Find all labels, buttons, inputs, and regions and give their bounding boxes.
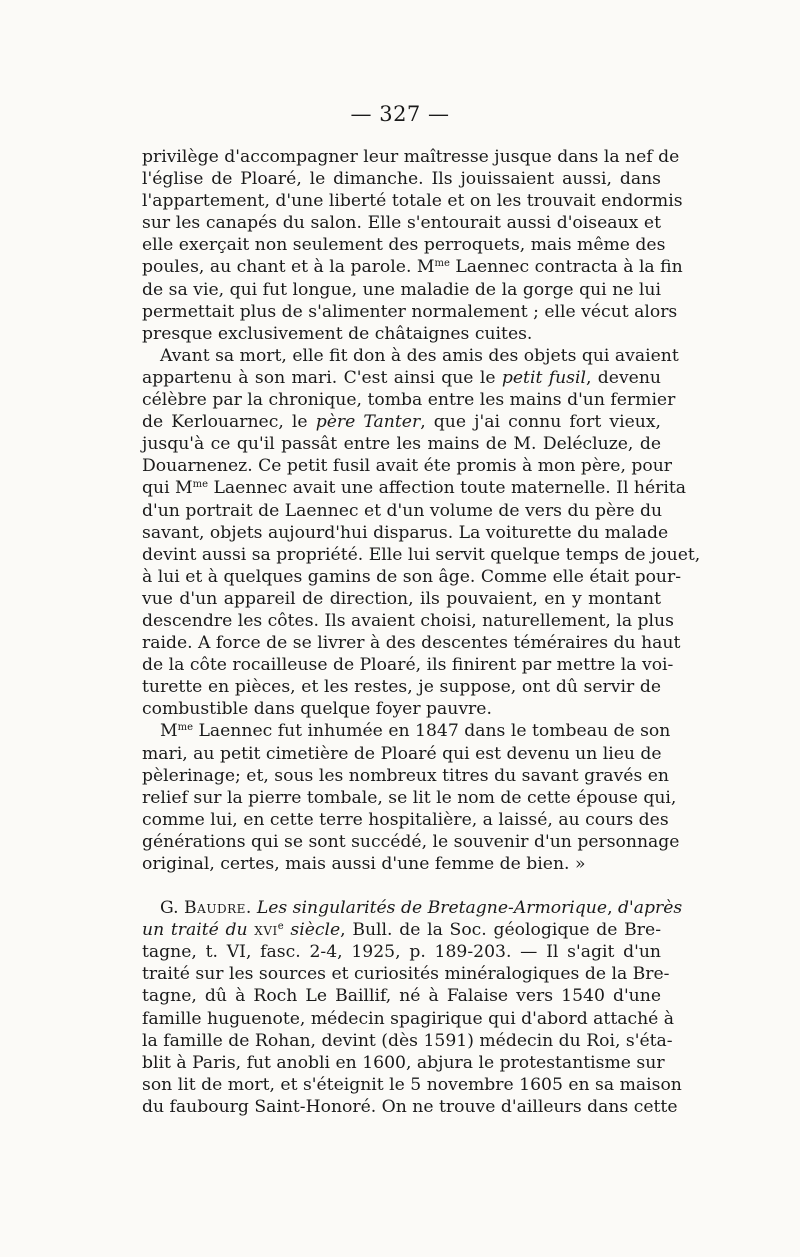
page-number: — 327 — [350, 102, 450, 126]
text-line: l'église de Ploaré, le dimanche. Ils jouissaient aussi, dans [142, 169, 661, 190]
text-line: appartenu à son mari. C'est ainsi que le petit fusil, devenu [142, 367, 661, 388]
text-line: elle exerçait non seulement des perroquets, mais même des [142, 235, 666, 256]
text-line: Douarnenez. Ce petit fusil avait éte promis à mon père, pour [142, 456, 673, 477]
text-line: blit à Paris, fut anobli en 1600, abjura le protestantisme sur [142, 1052, 665, 1073]
text-line: presque exclusivement de châtaignes cuites. [142, 323, 533, 344]
paragraph-burial [142, 720, 680, 875]
text-line: vue d'un appareil de direction, ils pouvaient, en y montant [142, 588, 661, 609]
text-line: tagne, t. VI, fasc. 2-4, 1925, p. 189-203. — Il s'agit d'un [142, 942, 661, 963]
text-line: privilège d'accompagner leur maîtresse jusque dans la nef de [142, 147, 680, 167]
text-line: tagne, dû à Roch Le Baillif, né à Falaise vers 1540 d'une [142, 986, 661, 1007]
text-line: générations qui se sont succédé, le souvenir d'un personnage [142, 831, 680, 852]
text-line: de sa vie, qui fut longue, une maladie de la gorge qui ne lui [142, 279, 661, 300]
text-line: jusqu'à ce qu'il passât entre les mains de M. Delécluze, de [142, 434, 661, 455]
text-line: devint aussi sa propriété. Elle lui servit quelque temps de jouet, [142, 544, 701, 565]
text-line: raide. A force de se livrer à des descentes téméraires du haut [142, 633, 681, 654]
text-line: savant, objets aujourd'hui disparus. La voiturette du malade [142, 522, 669, 543]
text-line: un traité du xvi$^e$ siècle, Bull. de la Soc. géologique de Bre- [142, 920, 662, 941]
paragraph-continued [142, 146, 683, 345]
text-line: permettait plus de s'alimenter normalement ; elle vécut alors [142, 301, 678, 322]
text-line: relief sur la pierre tombale, se lit le nom de cette épouse qui, [142, 787, 677, 808]
text-line: $M^{me}$ Laennec fut inhumée en 1847 dans le tombeau de son [160, 721, 671, 742]
text-line: pèlerinage; et, sous les nombreux titres du savant gravés en [142, 765, 669, 786]
body-text [142, 146, 701, 1118]
bibliographic-review [142, 897, 683, 1118]
text-line: la famille de Rohan, devint (dès 1591) médecin du Roi, s'éta- [142, 1030, 673, 1051]
text-line: original, certes, mais aussi d'une femme de bien. » [142, 854, 586, 874]
text-line: célèbre par la chronique, tomba entre les mains d'un fermier [142, 390, 676, 411]
text-line: à lui et à quelques gamins de son âge. Comme elle était pour- [142, 566, 682, 587]
text-line: mari, au petit cimetière de Ploaré qui est devenu un lieu de [142, 743, 662, 764]
text-line: combustible dans quelque foyer pauvre. [142, 699, 492, 720]
text-line: de la côte rocailleuse de Ploaré, ils finirent par mettre la voi- [142, 655, 674, 676]
text-line: G. Baudre. Les singularités de Bretagne-Armorique, d'après [160, 898, 683, 919]
text-line: famille huguenote, médecin spagirique qui d'abord attaché à [142, 1008, 675, 1029]
italic-phrase: père Tanter [315, 412, 421, 433]
text-line: traité sur les sources et curiosités minéralogiques de la Bre- [142, 964, 670, 985]
text-line: son lit de mort, et s'éteignit le 5 novembre 1605 en sa maison [142, 1074, 682, 1095]
text-line: poules, au chant et à la parole. $M^{me}$ Laennec contracta à la fin [142, 257, 683, 278]
section-gap [142, 875, 661, 897]
text-line: qui $M^{me}$ Laennec avait une affection toute maternelle. Il hérita [142, 478, 687, 499]
text-line: sur les canapés du salon. Elle s'entourait aussi d'oiseaux et [142, 213, 661, 234]
text-line: descendre les côtes. Ils avaient choisi, naturellement, la plus [142, 610, 674, 631]
italic-phrase: petit fusil [501, 367, 586, 388]
text-line: du faubourg Saint-Honoré. On ne trouve d'ailleurs dans cette [142, 1096, 678, 1117]
paragraph-fusil [142, 345, 701, 721]
review-title: Les singularités de Bretagne-Armorique [256, 898, 608, 919]
text-line: d'un portrait de Laennec et d'un volume de vers du père du [142, 500, 663, 521]
review-author: Baudre [184, 898, 246, 919]
text-line: de Kerlouarnec, le père Tanter, que j'ai connu fort vieux, [142, 412, 661, 433]
text-line: turette en pièces, et les restes, je suppose, ont dû servir de [142, 677, 661, 698]
text-line: Avant sa mort, elle fit don à des amis des objets qui avaient [160, 345, 679, 366]
text-line: l'appartement, d'une liberté totale et on les trouvait endormis [142, 191, 683, 212]
text-line: comme lui, en cette terre hospitalière, a laissé, au cours des [142, 809, 669, 830]
